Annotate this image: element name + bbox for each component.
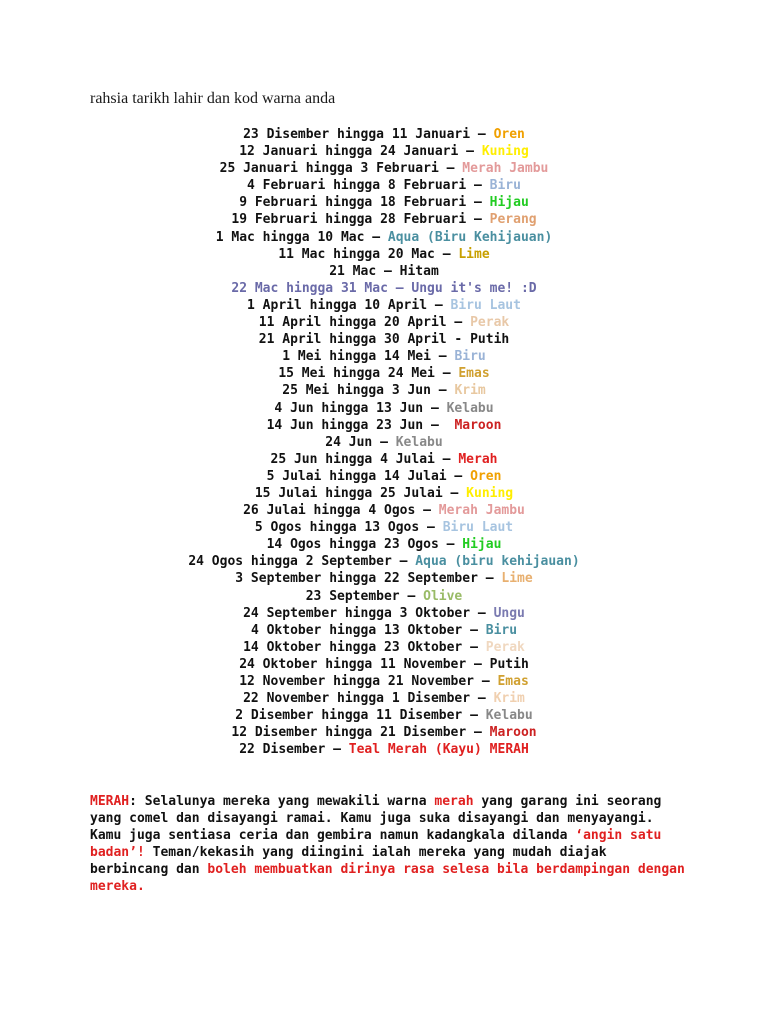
date-range: 14 Oktober hingga 23 Oktober –: [243, 639, 486, 655]
date-range: 15 Mei hingga 24 Mei –: [278, 366, 459, 382]
date-row: [0, 417, 768, 434]
date-row: [0, 246, 768, 263]
color-name: Perang: [489, 212, 537, 228]
date-row: [0, 160, 768, 177]
date-row: [0, 382, 768, 399]
color-name: Olive: [423, 588, 463, 604]
color-name: Merah Jambu: [462, 161, 549, 177]
date-range: 12 Januari hingga 24 Januari –: [239, 144, 482, 160]
date-range: 12 Disember hingga 21 Disember –: [231, 725, 490, 741]
color-name: Oren: [493, 127, 525, 142]
date-range: 23 September –: [305, 588, 424, 604]
color-name: Kuning: [481, 144, 529, 160]
date-row: [0, 673, 768, 690]
date-row: [0, 400, 768, 417]
date-row: [0, 553, 768, 570]
color-name: Kelabu: [395, 434, 443, 450]
date-row: [0, 331, 768, 348]
date-range: 4 Februari hingga 8 Februari –: [247, 178, 490, 194]
color-name: Lime: [458, 246, 490, 262]
color-name: Lime: [501, 571, 533, 587]
color-name: Biru Laut: [450, 297, 521, 313]
date-range: 24 Ogos hingga 2 September –: [188, 554, 416, 570]
color-name: Emas: [458, 366, 490, 382]
date-range: 3 September hingga 22 September –: [235, 571, 502, 587]
date-row: [0, 434, 768, 451]
date-range: 11 Mac hingga 20 Mac –: [278, 246, 459, 262]
date-range: 1 Mac hingga 10 Mac –: [215, 229, 388, 245]
date-range: 25 Januari hingga 3 Februari –: [219, 161, 463, 177]
date-range: 11 April hingga 20 April –: [258, 315, 471, 331]
color-name: Aqua (biru kehijauan): [415, 554, 580, 570]
color-name: Merah: [458, 451, 498, 467]
date-row: [0, 280, 768, 297]
color-name: Putih: [470, 332, 510, 348]
date-range: 12 November hingga 21 November –: [239, 674, 498, 689]
date-row: [0, 690, 768, 707]
color-name: Perak: [485, 639, 525, 655]
color-name: Teal Merah (Kayu) MERAH: [348, 742, 529, 758]
date-row: [0, 229, 768, 246]
date-row: [0, 297, 768, 314]
date-row: [0, 741, 768, 758]
date-range: 15 Julai hingga 25 Julai –: [254, 485, 467, 501]
color-name: Maroon: [489, 725, 537, 741]
date-range: 25 Jun hingga 4 Julai –: [270, 451, 459, 467]
date-row: [0, 570, 768, 587]
color-name: Emas: [497, 674, 529, 689]
date-range: 22 November hingga 1 Disember –: [243, 691, 494, 707]
date-range: 24 September hingga 3 Oktober –: [243, 605, 494, 621]
color-name: Hitam: [399, 263, 439, 279]
color-name: Perak: [470, 315, 510, 331]
document-title: rahsia tarikh lahir dan kod warna anda: [90, 90, 336, 107]
date-row: [0, 451, 768, 468]
color-name: Maroon: [454, 417, 502, 433]
date-row: [0, 656, 768, 673]
date-range: 24 Jun –: [325, 434, 396, 450]
date-row: [0, 605, 768, 622]
date-range: 24 Oktober hingga 11 November –: [239, 656, 490, 672]
desc-highlight-angin: ‘angin satu badan’!: [90, 828, 662, 860]
color-name: 22 Mac hingga 31 Mac – Ungu it's me! :D: [231, 280, 537, 296]
date-row: [0, 639, 768, 656]
date-range: 4 Oktober hingga 13 Oktober –: [250, 622, 486, 638]
date-row: [0, 622, 768, 639]
date-range: 21 Mac –: [329, 263, 400, 279]
color-name: Biru: [454, 349, 486, 365]
date-row: [0, 177, 768, 194]
color-name: Hijau: [462, 537, 502, 553]
color-name: Kuning: [466, 485, 514, 501]
color-name: Aqua (Biru Kehijauan): [387, 229, 553, 245]
date-range: 1 April hingga 10 April –: [247, 297, 451, 313]
date-row: [0, 263, 768, 280]
color-name: Biru Laut: [442, 520, 514, 536]
color-name: Hijau: [489, 195, 529, 211]
date-range: 22 Disember –: [239, 742, 349, 758]
color-name: Kelabu: [485, 708, 533, 724]
date-range: 2 Disember hingga 11 Disember –: [235, 708, 486, 724]
date-range: 14 Jun hingga 23 Jun –: [266, 417, 455, 433]
color-name: Biru: [489, 178, 521, 194]
color-name: Putih: [489, 656, 529, 672]
color-name: Oren: [470, 468, 502, 484]
date-range: 23 Disember hingga 11 Januari –: [243, 127, 494, 142]
date-range: 21 April hingga 30 April -: [258, 332, 471, 348]
color-name: Biru: [485, 622, 518, 638]
color-name: Krim: [493, 691, 525, 707]
desc-text-3: Teman/kekasih yang diingini ialah mereka yang mudah diajak berbincang dan: [90, 845, 607, 877]
date-row: [0, 126, 768, 143]
color-name: Kelabu: [446, 400, 494, 416]
merah-description: [90, 793, 690, 895]
date-row: [0, 519, 768, 536]
desc-text-1: : Selalunya mereka yang mewakili warna: [129, 794, 435, 809]
date-row: [0, 314, 768, 331]
date-row: [0, 536, 768, 553]
desc-text-2: yang garang ini seorang yang comel dan disayangi ramai. Kamu juga suka disayangi dan menyayangi. Kamu juga sentiasa ceria dan gembira namun kadangkala dilanda: [90, 794, 662, 843]
date-row: [0, 724, 768, 741]
date-row: [0, 468, 768, 485]
color-name: Krim: [454, 383, 486, 399]
date-row: [0, 707, 768, 724]
date-row: [0, 211, 768, 228]
color-name: Ungu: [493, 605, 525, 621]
date-range: 14 Ogos hingga 23 Ogos –: [266, 537, 463, 553]
desc-highlight-boleh: boleh membuatkan dirinya rasa selesa bila berdampingan dengan mereka.: [90, 862, 685, 894]
date-range: 25 Mei hingga 3 Jun –: [282, 383, 455, 399]
desc-highlight-merah: merah: [434, 794, 474, 809]
date-row: [0, 485, 768, 502]
date-row: [0, 194, 768, 211]
date-range: 26 Julai hingga 4 Ogos –: [243, 503, 439, 519]
color-name: Merah Jambu: [438, 503, 525, 519]
date-range: 1 Mei hingga 14 Mei –: [282, 349, 455, 365]
date-range: 5 Julai hingga 14 Julai –: [266, 468, 471, 484]
date-row: [0, 143, 768, 160]
date-range: 5 Ogos hingga 13 Ogos –: [254, 520, 443, 536]
date-range: 4 Jun hingga 13 Jun –: [274, 400, 447, 416]
birthdate-color-list: [0, 126, 768, 758]
merah-label: MERAH: [90, 794, 130, 809]
date-row: [0, 588, 768, 605]
date-range: 19 Februari hingga 28 Februari –: [231, 212, 490, 228]
date-row: [0, 502, 768, 519]
date-range: 9 Februari hingga 18 Februari –: [239, 195, 490, 211]
date-row: [0, 365, 768, 382]
date-row: [0, 348, 768, 365]
